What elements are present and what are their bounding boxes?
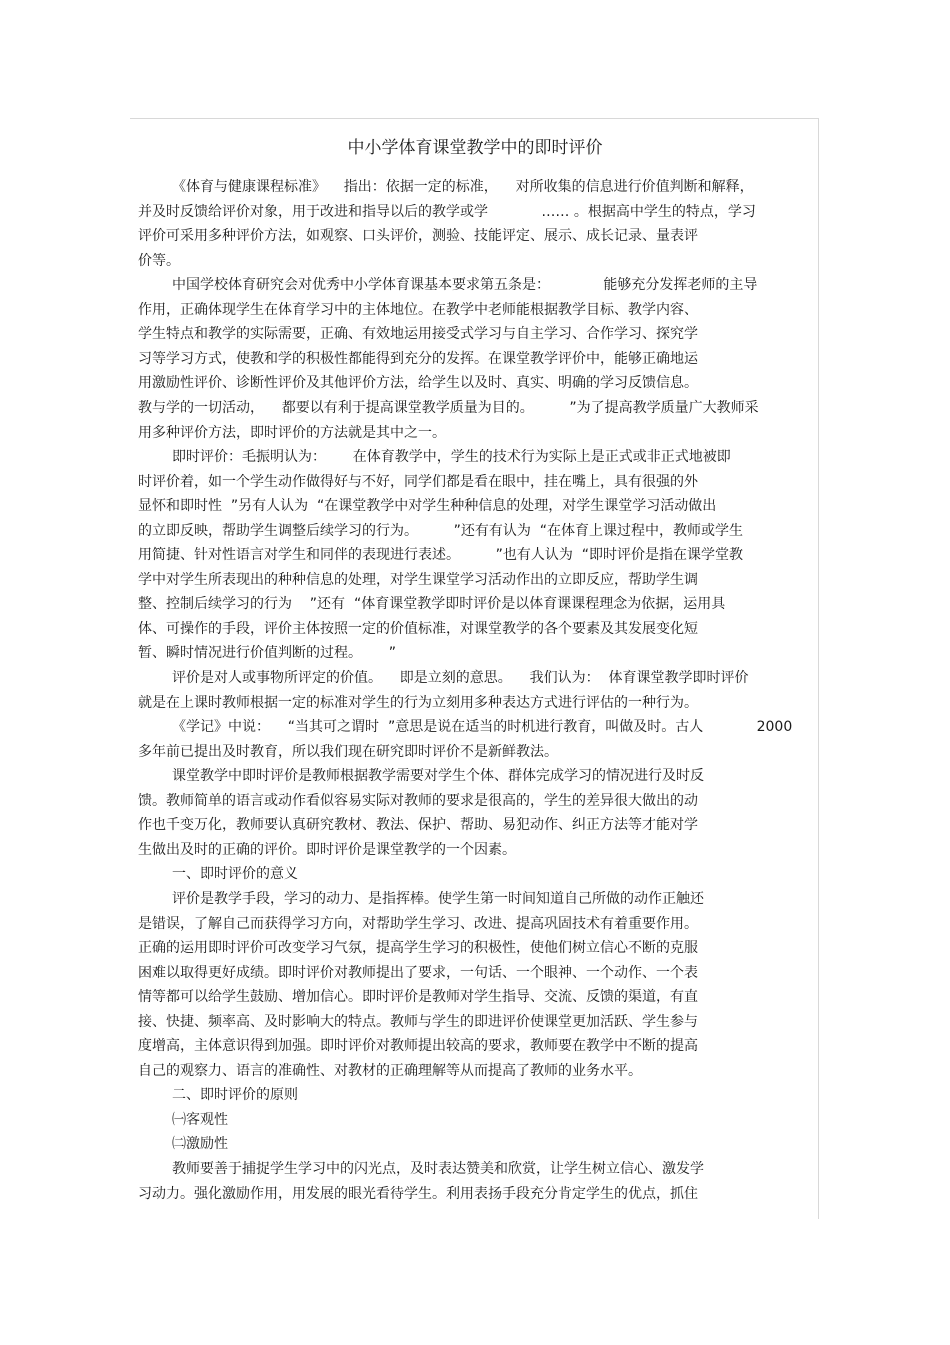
text-line: 教师要善于捕捉学生学习中的闪光点，及时表达赞美和欣赏，让学生树立信心、激发学 xyxy=(172,1161,704,1177)
text-line: 学中对学生所表现出的种种信息的处理，对学生课堂学习活动作出的立即反应，帮助学生调 xyxy=(138,571,698,588)
text-line: ㈠客观性 xyxy=(172,1111,228,1128)
text-line: 自己的观察力、语言的准确性、对教材的正确理解等从而提高了教师的业务水平。 xyxy=(138,1062,642,1079)
text-line: 接、快捷、频率高、及时影响大的特点。教师与学生的即进评价使课堂更加活跃、学生参与 xyxy=(138,1013,698,1030)
text-line: 价等。 xyxy=(138,252,180,269)
text-line: 馈。教师简单的语言或动作看似容易实际对教师的要求是很高的，学生的差异很大做出的动 xyxy=(138,792,698,809)
text-line: 是错误，了解自己而获得学习方向，对帮助学生学习、改进、提高巩固技术有着重要作用。 xyxy=(138,915,698,932)
text-line: 就是在上课时教师根据一定的标准对学生的行为立刻用多种表达方式进行评估的一种行为。 xyxy=(138,694,698,711)
text-line: 多年前已提出及时教育，所以我们现在研究即时评价不是新鲜教法。 xyxy=(138,743,558,760)
text-line: 时评价着，如一个学生动作做得好与不好，同学们都是看在眼中，挂在嘴上，具有很强的外 xyxy=(138,473,698,490)
text-line: 中国学校体育研究会对优秀中小学体育课基本要求第五条是： 能够充分发挥老师的主导 xyxy=(172,277,758,294)
text-line: 即时评价：毛振明认为： 在体育教学中，学生的技术行为实际上是正式或非正式地被即 xyxy=(172,449,731,466)
text-line: 正确的运用即时评价可改变学习气氛，提高学生学习的积极性，使他们树立信心不断的克服 xyxy=(138,940,698,957)
text-line: 习动力。强化激励作用，用发展的眼光看待学生。利用表扬手段充分肯定学生的优点，抓住 xyxy=(138,1185,698,1202)
text-line: 情等都可以给学生鼓励、增加信心。即时评价是教师对学生指导、交流、反馈的渠道，有直 xyxy=(138,989,698,1006)
text-line: 评价可采用多种评价方法，如观察、口头评价，测验、技能评定、展示、成长记录、量表评 xyxy=(138,228,698,245)
text-line: 《学记》中说： “当其可之谓时 ”意思是说在适当的时机进行教育，叫做及时。古人 2000 xyxy=(172,719,793,736)
text-line: 暂、瞬时情况进行价值判断的过程。 ” xyxy=(138,645,396,662)
text-line: 二、即时评价的原则 xyxy=(172,1087,298,1104)
text-line: 习等学习方式，使教和学的积极性都能得到充分的发挥。在课堂教学评价中，能够正确地运 xyxy=(138,350,698,367)
text-line: 并及时反馈给评价对象，用于改进和指导以后的教学或学 …… 。根据高中学生的特点，学习 xyxy=(138,203,756,220)
text-line: 体、可操作的手段，评价主体按照一定的价值标准，对课堂教学的各个要素及其发展变化短 xyxy=(138,620,698,637)
page-title: 中小学体育课堂教学中的即时评价 xyxy=(347,138,603,158)
text-line: 教与学的一切活动， 都要以有利于提高课堂教学质量为目的。 ”为了提高教学质量广大教师采 xyxy=(138,399,759,416)
text-line: ㈡激励性 xyxy=(172,1136,228,1153)
text-line: 整、控制后续学习的行为 ”还有 “体育课堂教学即时评价是以体育课课程理念为依据，运用具 xyxy=(138,596,726,613)
text-line: 学生特点和教学的实际需要，正确、有效地运用接受式学习与自主学习、合作学习、探究学 xyxy=(138,326,698,343)
text-line: 评价是教学手段，学习的动力、是指挥棒。使学生第一时间知道自己所做的动作正触还 xyxy=(172,890,704,907)
text-line: 作用，正确体现学生在体育学习中的主体地位。在教学中老师能根据教学目标、教学内容、 xyxy=(138,301,698,318)
text-line: 生做出及时的正确的评价。即时评价是课堂教学的一个因素。 xyxy=(138,841,516,858)
text-line: 显怀和即时性 ”另有人认为 “在课堂教学中对学生种种信息的处理，对学生课堂学习活动做出 xyxy=(138,498,717,515)
text-line: 课堂教学中即时评价是教师根据教学需要对学生个体、群体完成学习的情况进行及时反 xyxy=(172,768,704,785)
text-line: 用简捷、针对性语言对学生和同伴的表现进行表述。 ”也有人认为 “即时评价是指在课学堂教 xyxy=(138,547,744,564)
text-line: 的立即反映，帮助学生调整后续学习的行为。 ”还有有认为 “在体育上课过程中，教师或学生 xyxy=(138,522,744,539)
text-line: 一、即时评价的意义 xyxy=(172,866,298,883)
text-line: 用激励性评价、诊断性评价及其他评价方法，给学生以及时、真实、明确的学习反馈信息。 xyxy=(138,375,698,392)
text-line: 作也千变万化，教师要认真研究教材、教法、保护、帮助、易犯动作、纠正方法等才能对学 xyxy=(138,817,698,834)
text-line: 困难以取得更好成绩。即时评价对教师提出了要求，一句话、一个眼神、一个动作、一个表 xyxy=(138,964,698,981)
text-line: 评价是对人或事物所评定的价值。 即是立刻的意思。 我们认为： 体育课堂教学即时评价 xyxy=(172,670,749,686)
text-line: 度增高，主体意识得到加强。即时评价对教师提出较高的要求，教师要在教学中不断的提高 xyxy=(138,1038,698,1055)
text-line: 用多种评价方法，即时评价的方法就是其中之一。 xyxy=(138,424,446,441)
text-line: 《体育与健康课程标准》 指出：依据一定的标准， 对所收集的信息进行价值判断和解释， xyxy=(172,179,754,195)
